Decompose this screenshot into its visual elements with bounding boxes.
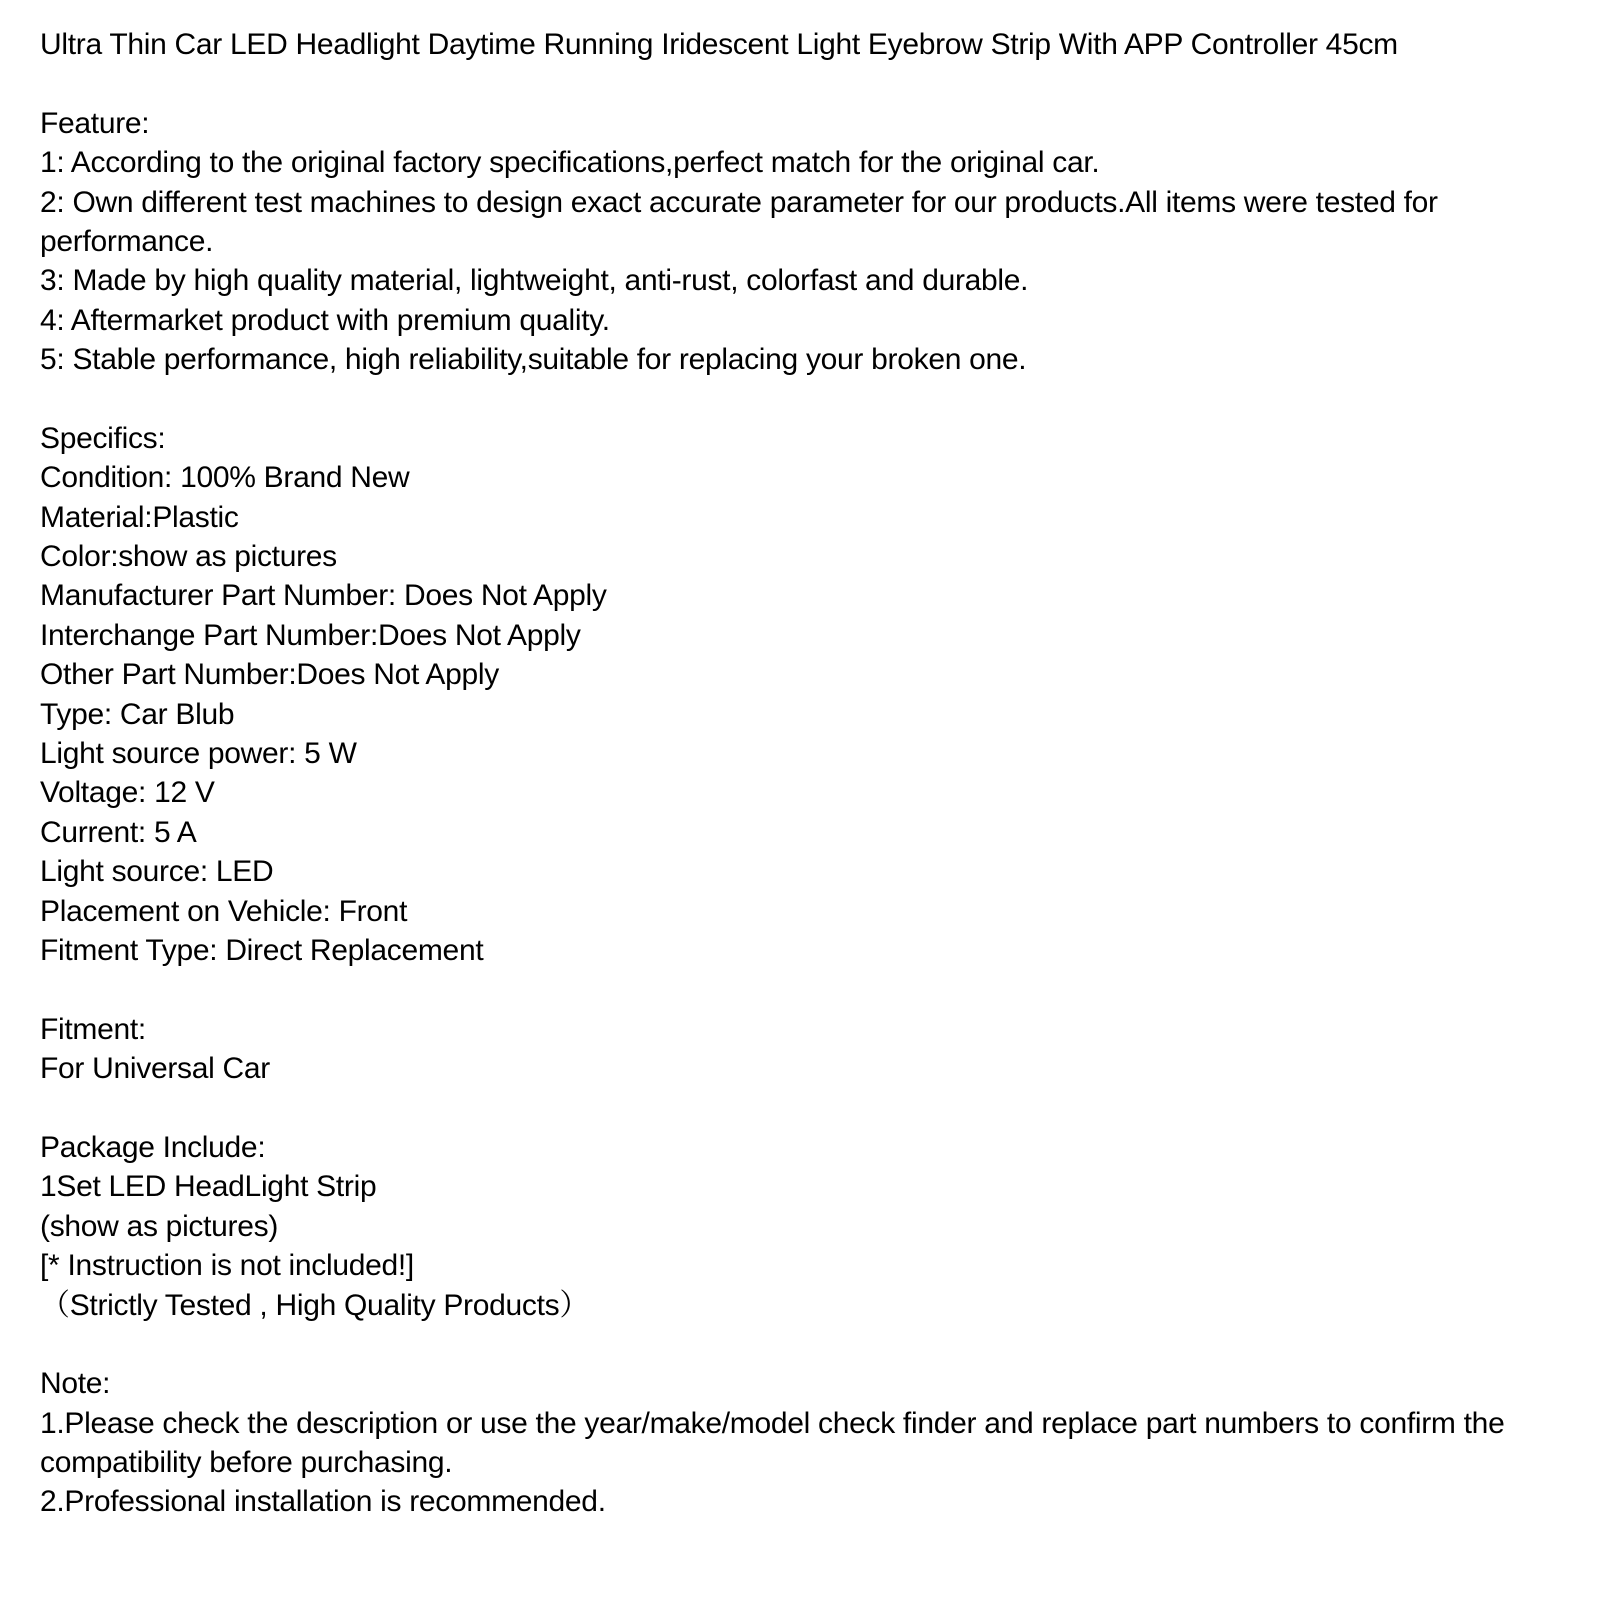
- blank-line: [40, 1325, 1600, 1364]
- blank-line: [40, 970, 1600, 1009]
- note-item-2: 2.Professional installation is recommended.: [40, 1485, 606, 1519]
- spec-voltage: Voltage: 12 V: [40, 776, 215, 810]
- note-item-1: 1.Please check the description or use the year/make/model check finder and replace part numbers to confirm the: [40, 1406, 1505, 1440]
- spec-fitment-type: Fitment Type: Direct Replacement: [40, 933, 484, 967]
- feature-item-4: 4: Aftermarket product with premium quality.: [40, 303, 610, 337]
- spec-light-source: Light source: LED: [40, 855, 274, 889]
- feature-item-5: 5: Stable performance, high reliability,suitable for replacing your broken one.: [40, 343, 1027, 377]
- spec-other-part-number: Other Part Number:Does Not Apply: [40, 658, 499, 692]
- product-title: Ultra Thin Car LED Headlight Daytime Running Iridescent Light Eyebrow Strip With APP Controller 45cm: [40, 28, 1398, 61]
- spec-interchange-part-number: Interchange Part Number:Does Not Apply: [40, 618, 581, 652]
- blank-line: [40, 64, 1600, 103]
- package-instruction-note: [* Instruction is not included!]: [40, 1249, 414, 1283]
- note-item-1-continued: compatibility before purchasing.: [40, 1446, 453, 1480]
- spec-color: Color:show as pictures: [40, 540, 337, 574]
- spec-type: Type: Car Blub: [40, 697, 235, 731]
- feature-item-2: 2: Own different test machines to design exact accurate parameter for our products.All items were tested for: [40, 185, 1438, 219]
- fitment-heading: Fitment:: [40, 1012, 146, 1046]
- blank-line: [40, 1089, 1600, 1128]
- spec-light-source-power: Light source power: 5 W: [40, 737, 357, 771]
- spec-manufacturer-part-number: Manufacturer Part Number: Does Not Apply: [40, 579, 607, 613]
- specifics-heading: Specifics:: [40, 421, 166, 455]
- package-show-as-pictures: (show as pictures): [40, 1209, 279, 1243]
- spec-condition: Condition: 100% Brand New: [40, 461, 410, 495]
- feature-item-3: 3: Made by high quality material, lightweight, anti-rust, colorfast and durable.: [40, 264, 1029, 298]
- feature-item-1: 1: According to the original factory specifications,perfect match for the original car.: [40, 146, 1100, 180]
- feature-item-2-continued: performance.: [40, 224, 214, 258]
- spec-material: Material:Plastic: [40, 500, 239, 534]
- note-heading: Note:: [40, 1367, 111, 1401]
- spec-current: Current: 5 A: [40, 815, 197, 849]
- package-heading: Package Include:: [40, 1130, 266, 1164]
- blank-line: [40, 380, 1600, 419]
- fitment-universal-car: For Universal Car: [40, 1052, 270, 1086]
- feature-heading: Feature:: [40, 106, 150, 140]
- package-quality-note: （Strictly Tested , High Quality Products）: [40, 1288, 590, 1322]
- package-item: 1Set LED HeadLight Strip: [40, 1170, 377, 1204]
- spec-placement: Placement on Vehicle: Front: [40, 894, 408, 928]
